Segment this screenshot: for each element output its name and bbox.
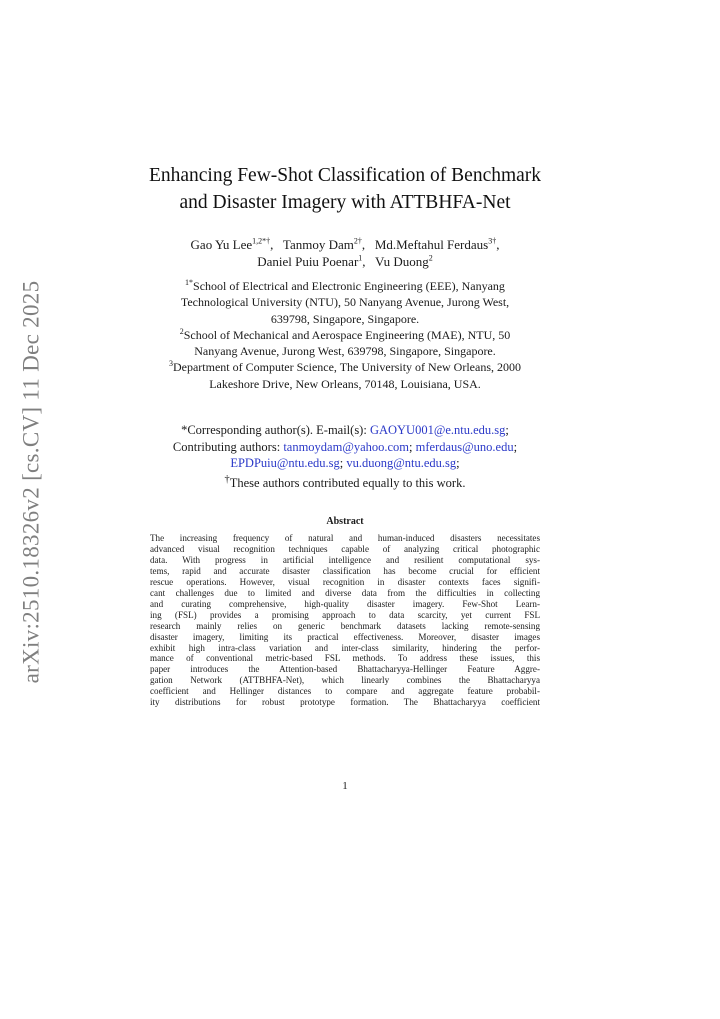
affiliation-text: School of Electrical and Electronic Engineering (EEE), Nanyang <box>193 279 505 293</box>
author-affiliation-mark: 2 <box>428 253 433 263</box>
affiliation-line <box>100 327 590 343</box>
author-name: Gao Yu Lee <box>190 237 253 252</box>
author-line-1: Gao Yu Lee$^{1,2*\dagger}$, Tanmoy Dam$^{2\dagger}$, Md.Meftahul Ferdaus$^{3\dagger}$, <box>190 236 500 252</box>
contributing-authors-line: EPDPuiu@ntu.edu.sg; vu.duong@ntu.edu.sg; <box>230 456 460 470</box>
affiliation-mark: 3 <box>168 359 173 369</box>
affiliation-line <box>100 359 590 375</box>
author-name: Daniel Puiu Poenar <box>257 254 359 269</box>
affiliation-text: School of Mechanical and Aerospace Engineering (MAE), NTU, 50 <box>183 327 511 342</box>
abstract-line: disaster imagery, limiting its practical effectiveness. Moreover, disaster images <box>150 631 540 642</box>
affiliation-text: Nanyang Avenue, Jurong West, 639798, Singapore, Singapore. <box>194 344 496 359</box>
abstract-line: gation Network (ATTBHFA-Net), which linearly combines the Bhattacharyya <box>150 675 540 686</box>
page-number: 1 <box>342 780 348 792</box>
email-link[interactable]: tanmoydam@yahoo.com <box>283 439 410 454</box>
email-link[interactable]: EPDPuiu@ntu.edu.sg <box>230 456 340 470</box>
contact-block <box>100 422 590 491</box>
abstract-line: mance of conventional metric-based FSL methods. To address these issues, this <box>150 653 540 664</box>
affiliation-text: Lakeshore Drive, New Orleans, 70148, Louisiana, USA. <box>209 376 481 391</box>
abstract-line: and curating comprehensive, high-quality disaster imagery. Few-Shot Learn- <box>150 598 540 609</box>
arxiv-identifier-text: arXiv:2510.18326v2 [cs.CV] 11 Dec 2025 <box>18 280 44 684</box>
abstract-line: The increasing frequency of natural and human-induced disasters necessitates <box>150 533 540 543</box>
paper-title <box>80 162 610 216</box>
corresponding-label: *Corresponding author(s). E-mail(s): <box>181 423 370 437</box>
affiliation-mark: 1* <box>185 278 194 287</box>
equal-contribution-note <box>100 472 590 492</box>
email-link[interactable]: vu.duong@ntu.edu.sg <box>346 456 457 470</box>
equal-contribution-text: These authors contributed equally to this work. <box>229 475 466 490</box>
dagger-mark: † <box>224 473 230 485</box>
author-name: Tanmoy Dam <box>282 237 354 252</box>
title-line: and Disaster Imagery with ATTBHFA-Net <box>179 192 511 213</box>
abstract-line: coefficient and Hellinger distances to compare and aggregate feature probabil- <box>150 686 540 697</box>
corresponding-author-line: *Corresponding author(s). E-mail(s): GAOYU001@e.ntu.edu.sg; <box>181 423 509 437</box>
abstract-line: ing (FSL) provides a promising approach to data scarcity, yet current FSL <box>150 609 540 620</box>
affiliation-line <box>100 343 590 359</box>
abstract-line: ity distributions for robust prototype formation. The Bhattacharyya coefficient <box>150 697 540 708</box>
author-name: Vu Duong <box>375 254 429 269</box>
affiliation-line <box>100 294 590 310</box>
abstract-line: data. With progress in artificial intelligence and resilient computational sys- <box>150 554 540 565</box>
abstract-line: tems, rapid and accurate disaster classification has become crucial for efficient <box>150 565 540 576</box>
affiliation-line <box>100 311 590 327</box>
abstract-line: paper introduces the Attention-based Bhattacharyya-Hellinger Feature Aggre- <box>150 664 540 675</box>
author-list <box>100 236 590 270</box>
arxiv-identifier-stamp <box>13 280 49 684</box>
affiliation-mark: 2 <box>179 326 184 336</box>
author-affiliation-mark: 3† <box>488 236 497 246</box>
corresponding-email-link[interactable]: GAOYU001@e.ntu.edu.sg <box>369 423 506 437</box>
title-line: Enhancing Few-Shot Classification of Benchmark <box>148 165 542 186</box>
affiliation-text: 639798, Singapore, Singapore. <box>270 311 420 326</box>
affiliation-text: Technological University (NTU), 50 Nanyang Avenue, Jurong West, <box>180 295 510 310</box>
abstract-line: exhibit high intra-class variation and inter-class similarity, hindering the perfor- <box>150 642 540 653</box>
abstract-line: advanced visual recognition techniques capable of analyzing critical photographic <box>150 543 540 554</box>
affiliations <box>100 278 590 392</box>
abstract-line: rescue operations. However, visual recognition in disaster contexts faces signifi- <box>150 576 540 587</box>
contributing-label: Contributing authors: <box>172 439 284 454</box>
affiliation-line <box>100 278 590 294</box>
author-affiliation-mark: 2† <box>353 236 362 246</box>
abstract-body <box>150 533 540 708</box>
affiliation-line <box>100 376 590 392</box>
author-line-2: Daniel Puiu Poenar$^1$, Vu Duong$^2$ <box>257 253 433 269</box>
email-link[interactable]: mferdaus@uno.edu <box>415 439 514 454</box>
abstract-line: research mainly relies on generic benchmark datasets lacking remote-sensing <box>150 620 540 631</box>
abstract-heading: Abstract <box>326 516 364 527</box>
author-affiliation-mark: 1 <box>358 253 363 263</box>
contributing-authors-line: Contributing authors: tanmoydam@yahoo.com; mferdaus@uno.edu; <box>172 439 518 454</box>
author-affiliation-mark: 1,2*† <box>252 236 271 246</box>
author-name: Md.Meftahul Ferdaus <box>374 237 489 252</box>
affiliation-text: Department of Computer Science, The University of New Orleans, 2000 <box>172 360 522 375</box>
abstract-line: cant challenges due to limited and diverse data from the difficulties in collecting <box>150 587 540 598</box>
